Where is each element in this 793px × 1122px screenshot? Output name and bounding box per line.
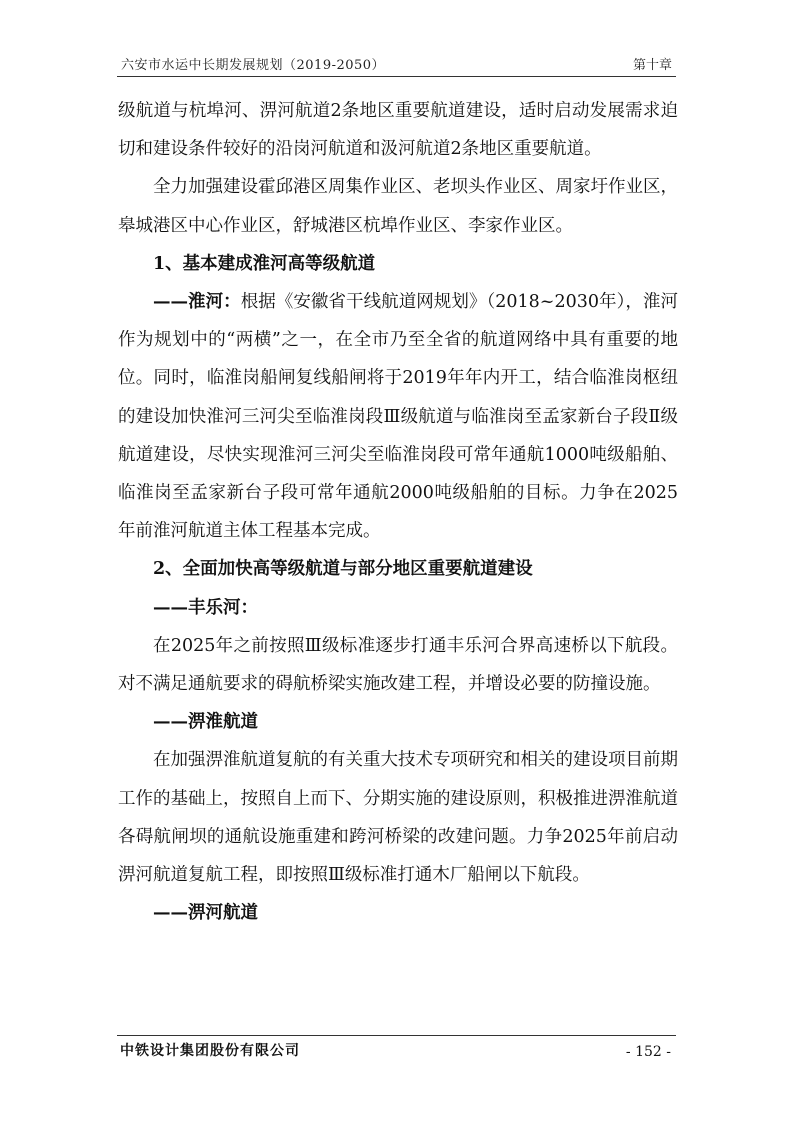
page-header — [117, 52, 676, 74]
footer-rule — [117, 1035, 676, 1036]
huaihe-text: 根据《安徽省干线航道网规划》（2018~2030年），淮河作为规划中的“两横”之一，在全市乃至全省的航道网络中具有重要的地位。同时，临淮岗船闸复线船闸将于2019年年内开工，结合临淮岗枢纽的建设加快淮河三河尖至临淮岗段Ⅲ级航道与临淮岗至孟家新台子段Ⅱ级航道建设，尽快实现淮河三河尖至临淮岗段可常年通航1000吨级船舶、临淮岗至孟家新台子段可常年通航2000吨级船舶的目标。力争在2025年前淮河航道主体工程基本完成。 — [118, 292, 679, 542]
section-heading-1: 1、基本建成淮河高等级航道 — [153, 253, 376, 274]
header-rule — [117, 76, 676, 77]
document-title: 六安市水运中长期发展规划（2019-2050） — [121, 58, 386, 73]
huaihe-lead: ——淮河： — [153, 292, 241, 313]
section-heading-2: 2、全面加快高等级航道与部分地区重要航道建设 — [153, 559, 533, 580]
subheading-pihe: ——淠河航道 — [153, 903, 258, 924]
paragraph-huaihe — [118, 283, 678, 550]
paragraph-continuation: 级航道与杭埠河、淠河航道2条地区重要航道建设，适时启动发展需求迫切和建设条件较好的沿岗河航道和汲河航道2条地区重要航道。 — [118, 101, 678, 160]
paragraph-pihuai: 在加强淠淮航道复航的有关重大技术专项研究和相关的建设项目前期工作的基础上，按照自上而下、分期实施的建设原则，积极推进淠淮航道各碍航闸坝的通航设施重建和跨河桥梁的改建问题。力争2025年前启动淠河航道复航工程，即按照Ⅲ级标准打通木厂船闸以下航段。 — [118, 750, 678, 886]
paragraph-fengle: 在2025年之前按照Ⅲ级标准逐步打通丰乐河合界高速桥以下航段。对不满足通航要求的碍航桥梁实施改建工程，并增设必要的防撞设施。 — [118, 635, 678, 695]
company-name: 中铁设计集团股份有限公司 — [120, 1043, 300, 1059]
page-number: - 152 - — [625, 1044, 671, 1060]
subheading-fengle: ——丰乐河： — [153, 597, 258, 618]
subheading-pihuai: ——淠淮航道 — [153, 712, 258, 733]
page-body — [118, 92, 678, 932]
paragraph-ports: 全力加强建设霍邱港区周集作业区、老坝头作业区、周家圩作业区，皋城港区中心作业区，舒城港区杭埠作业区、李家作业区。 — [118, 177, 678, 236]
chapter-label: 第十章 — [632, 58, 672, 73]
